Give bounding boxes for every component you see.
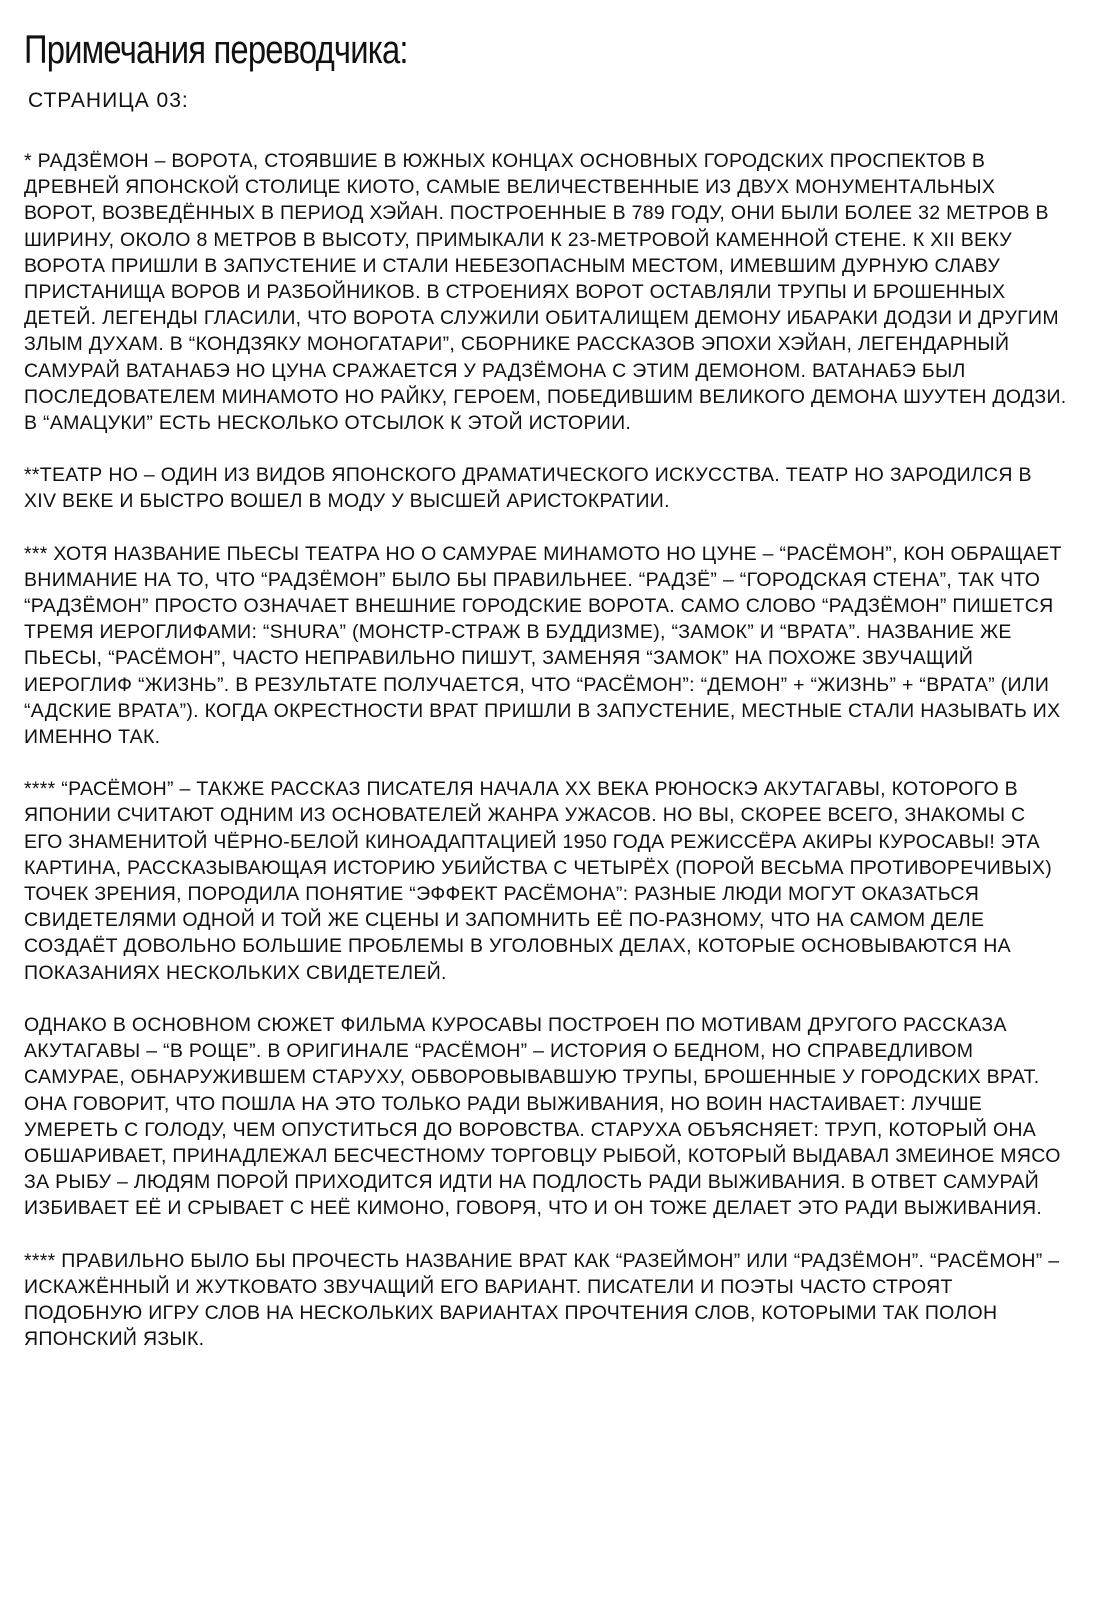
note-rashomon-name: *** ХОТЯ НАЗВАНИЕ ПЬЕСЫ ТЕАТРА НО О САМУРАЕ МИНАМОТО НО ЦУНЕ – “РАСЁМОН”, КОН ОБРАЩАЕТ ВНИМАНИЕ НА ТО, ЧТО “РАДЗЁМОН” БЫЛО БЫ ПРАВИЛЬНЕЕ. “РАДЗЁ” – “ГОРОДСКАЯ СТЕНА”, ТАК ЧТО “РАДЗЁМОН” ПРОСТО ОЗНАЧАЕТ ВНЕШНИЕ ГОРОДСКИЕ ВОРОТА. САМО СЛОВО “РАДЗЁМОН” ПИШЕТСЯ ТРЕМЯ ИЕРОГЛИФАМИ: “SHURA” (МОНСТР-СТРАЖ В БУДДИЗМЕ), “ЗАМОК” И “ВРАТА”. НАЗВАНИЕ ЖЕ ПЬЕСЫ, “РАСЁМОН”, ЧАСТО НЕПРАВИЛЬНО ПИШУТ, ЗАМЕНЯЯ “ЗАМОК” НА ПОХОЖЕ ЗВУЧАЩИЙ ИЕРОГЛИФ “ЖИЗНЬ”. В РЕЗУЛЬТАТЕ ПОЛУЧАЕТСЯ, ЧТО “РАСЁМОН”: “ДЕМОН” + “ЖИЗНЬ” + “ВРАТА” (ИЛИ “АДСКИЕ ВРАТА”). КОГДА ОКРЕСТНОСТИ ВРАТ ПРИШЛИ В ЗАПУСТЕНИЕ, МЕСТНЫЕ СТАЛИ НАЗЫВАТЬ ИХ ИМЕННО ТАК. [24, 542, 1062, 749]
note-rajomon-gate: * РАДЗЁМОН – ВОРОТА, СТОЯВШИЕ В ЮЖНЫХ КОНЦАХ ОСНОВНЫХ ГОРОДСКИХ ПРОСПЕКТОВ В ДРЕВНЕЙ ЯПОНСКОЙ СТОЛИЦЕ КИОТО, САМЫЕ ВЕЛИЧЕСТВЕННЫЕ ИЗ ДВУХ МОНУМЕНТАЛЬНЫХ ВОРОТ, ВОЗВЕДЁННЫХ В ПЕРИОД ХЭЙАН. ПОСТРОЕННЫЕ В 789 ГОДУ, ОНИ БЫЛИ БОЛЕЕ 32 МЕТРОВ В ШИРИНУ, ОКОЛО 8 МЕТРОВ В ВЫСОТУ, ПРИМЫКАЛИ К 23-МЕТРОВОЙ КАМЕННОЙ СТЕНЕ. К XII ВЕКУ ВОРОТА ПРИШЛИ В ЗАПУСТЕНИЕ И СТАЛИ НЕБЕЗОПАСНЫМ МЕСТОМ, ИМЕВШИМ ДУРНУЮ СЛАВУ ПРИСТАНИЩА ВОРОВ И РАЗБОЙНИКОВ. В СТРОЕНИЯХ ВОРОТ ОСТАВЛЯЛИ ТРУПЫ И БРОШЕННЫХ ДЕТЕЙ. ЛЕГЕНДЫ ГЛАСИЛИ, ЧТО ВОРОТА СЛУЖИЛИ ОБИТАЛИЩЕМ ДЕМОНУ ИБАРАКИ ДОДЗИ И ДРУГИМ ЗЛЫМ ДУХАМ. В “КОНДЗЯКУ МОНОГАТАРИ”, СБОРНИКЕ РАССКАЗОВ ЭПОХИ ХЭЙАН, ЛЕГЕНДАРНЫЙ САМУРАЙ ВАТАНАБЭ НО ЦУНА СРАЖАЕТСЯ У РАДЗЁМОНА С ЭТИМ ДЕМОНОМ. ВАТАНАБЭ БЫЛ ПОСЛЕДОВАТЕЛЕМ МИНАМОТО НО РАЙКУ, ГЕРОЕМ, ПОБЕДИВШИМ ВЕЛИКОГО ДЕМОНА ШУУТЕН ДОДЗИ. В “АМАЦУКИ” ЕСТЬ НЕСКОЛЬКО ОТСЫЛОК К ЭТОЙ ИСТОРИИ. [24, 150, 1067, 435]
page-title: Примечания переводчика: [24, 28, 408, 72]
note-kurosawa-plot: ОДНАКО В ОСНОВНОМ СЮЖЕТ ФИЛЬМА КУРОСАВЫ ПОСТРОЕН ПО МОТИВАМ ДРУГОГО РАССКАЗА АКУТАГАВЫ – “В РОЩЕ”. В ОРИГИНАЛЕ “РАСЁМОН” – ИСТОРИЯ О БЕДНОМ, НО СПРАВЕДЛИВОМ САМУРАЕ, ОБНАРУЖИВШЕМ СТАРУХУ, ОБВОРОВЫВАВШУЮ ТРУПЫ, БРОШЕННЫЕ У ГОРОДСКИХ ВРАТ. ОНА ГОВОРИТ, ЧТО ПОШЛА НА ЭТО ТОЛЬКО РАДИ ВЫЖИВАНИЯ, НО ВОИН НАСТАИВАЕТ: ЛУЧШЕ УМЕРЕТЬ С ГОЛОДУ, ЧЕМ ОПУСТИТЬСЯ ДО ВОРОВСТВА. СТАРУХА ОБЪЯСНЯЕТ: ТРУП, КОТОРЫЙ ОНА ОБШАРИВАЕТ, ПРИНАДЛЕЖАЛ БЕСЧЕСТНОМУ ТОРГОВЦУ РЫБОЙ, КОТОРЫЙ ВЫДАВАЛ ЗМЕИНОЕ МЯСО ЗА РЫБУ – ЛЮДЯМ ПОРОЙ ПРИХОДИТСЯ ИДТИ НА ПОДЛОСТЬ РАДИ ВЫЖИВАНИЯ. В ОТВЕТ САМУРАЙ ИЗБИВАЕТ ЕЁ И СРЫВАЕТ С НЕЁ КИМОНО, ГОВОРЯ, ЧТО И ОН ТОЖЕ ДЕЛАЕТ ЭТО РАДИ ВЫЖИВАНИЯ. [24, 1013, 1061, 1220]
note-wordplay: **** ПРАВИЛЬНО БЫЛО БЫ ПРОЧЕСТЬ НАЗВАНИЕ ВРАТ КАК “РАЗЕЙМОН” ИЛИ “РАДЗЁМОН”. “РАСЁМОН” – ИСКАЖЁННЫЙ И ЖУТКОВАТО ЗВУЧАЩИЙ ЕГО ВАРИАНТ. ПИСАТЕЛИ И ПОЭТЫ ЧАСТО СТРОЯТ ПОДОБНУЮ ИГРУ СЛОВ НА НЕСКОЛЬКИХ ВАРИАНТАХ ПРОЧТЕНИЯ СЛОВ, КОТОРЫМИ ТАК ПОЛОН ЯПОНСКИЙ ЯЗЫК. [24, 1249, 1060, 1351]
page-reference: СТРАНИЦА 03: [28, 89, 189, 112]
note-noh-theatre: **ТЕАТР НО – ОДИН ИЗ ВИДОВ ЯПОНСКОГО ДРАМАТИЧЕСКОГО ИСКУССТВА. ТЕАТР НО ЗАРОДИЛСЯ В XIV ВЕКЕ И БЫСТРО ВОШЕЛ В МОДУ У ВЫСШЕЙ АРИСТОКРАТИИ. [24, 464, 1032, 513]
note-akutagawa-story: **** “РАСЁМОН” – ТАКЖЕ РАССКАЗ ПИСАТЕЛЯ НАЧАЛА XX ВЕКА РЮНОСКЭ АКУТАГАВЫ, КОТОРОГО В ЯПОНИИ СЧИТАЮТ ОДНИМ ИЗ ОСНОВАТЕЛЕЙ ЖАНРА УЖАСОВ. НО ВЫ, СКОРЕЕ ВСЕГО, ЗНАКОМЫ С ЕГО ЗНАМЕНИТОЙ ЧЁРНО-БЕЛОЙ КИНОАДАПТАЦИЕЙ 1950 ГОДА РЕЖИССЁРА АКИРЫ КУРОСАВЫ! ЭТА КАРТИНА, РАССКАЗЫВАЮЩАЯ ИСТОРИЮ УБИЙСТВА С ЧЕТЫРЁХ (ПОРОЙ ВЕСЬМА ПРОТИВОРЕЧИВЫХ) ТОЧЕК ЗРЕНИЯ, ПОРОДИЛА ПОНЯТИЕ “ЭФФЕКТ РАСЁМОНА”: РАЗНЫЕ ЛЮДИ МОГУТ ОКАЗАТЬСЯ СВИДЕТЕЛЯМИ ОДНОЙ И ТОЙ ЖЕ СЦЕНЫ И ЗАПОМНИТЬ ЕЁ ПО-РАЗНОМУ, ЧТО НА САМОМ ДЕЛЕ СОЗДАЁТ ДОВОЛЬНО БОЛЬШИЕ ПРОБЛЕМЫ В УГОЛОВНЫХ ДЕЛАХ, КОТОРЫЕ ОСНОВЫВАЮТСЯ НА ПОКАЗАНИЯХ НЕСКОЛЬКИХ СВИДЕТЕЛЕЙ. [24, 778, 1053, 984]
